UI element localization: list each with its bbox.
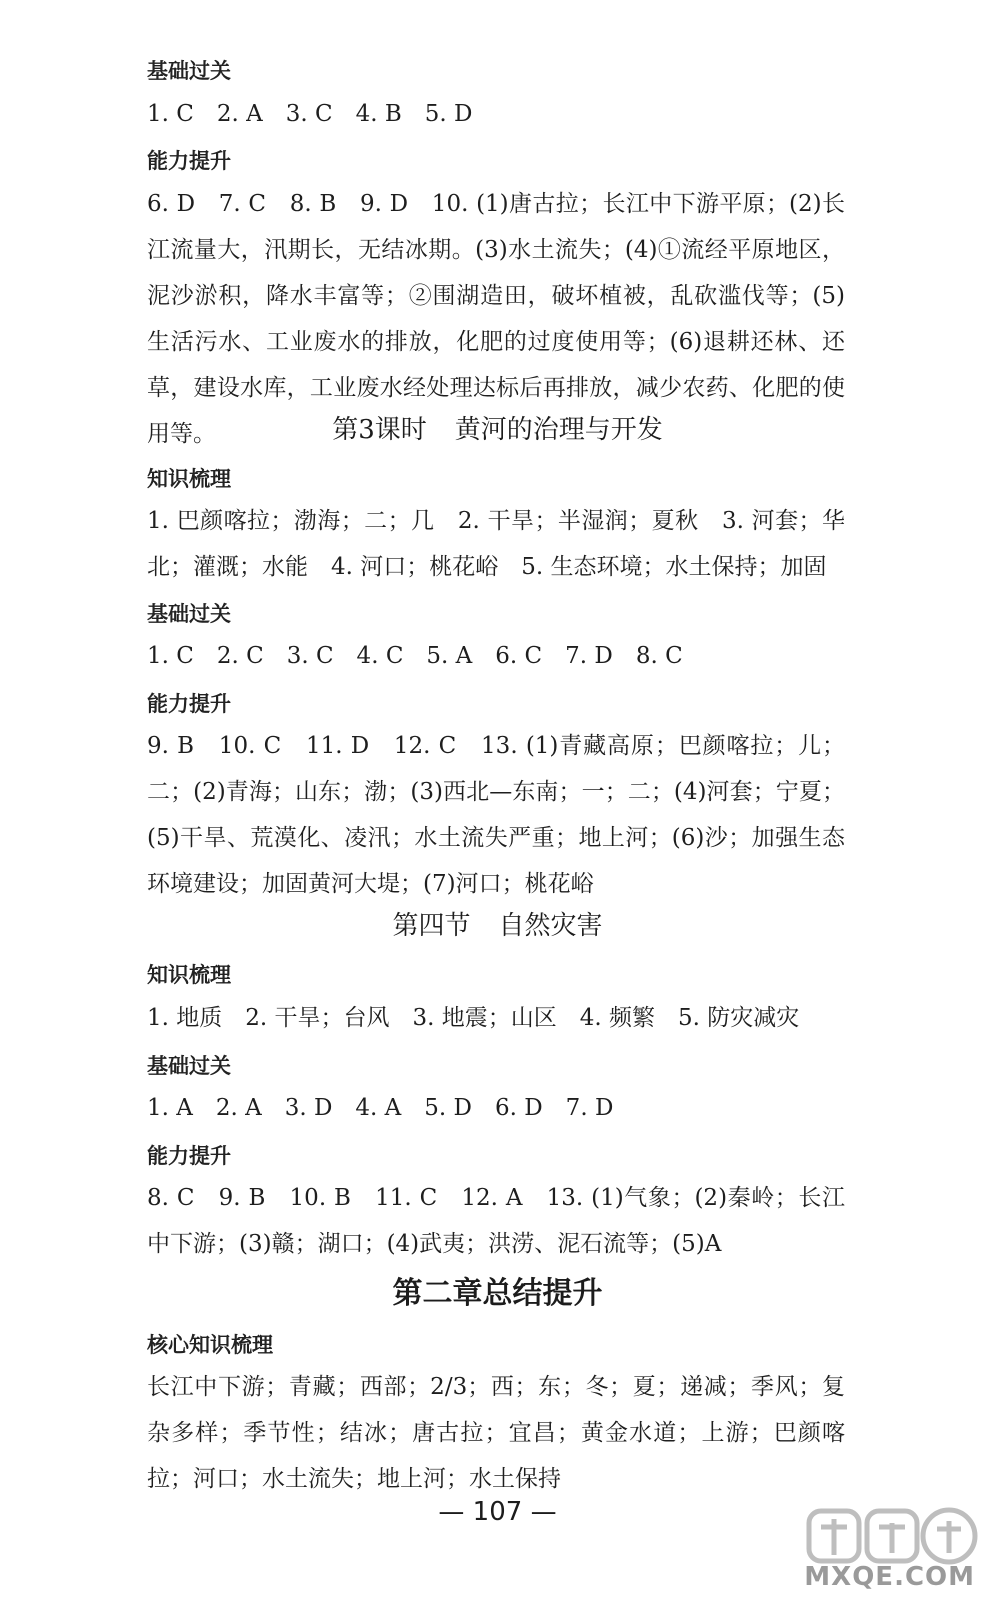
page-number: — 107 — (438, 1497, 557, 1527)
section-heading-ability: 能力提升 (147, 149, 231, 173)
answers-ability: 8. C 9. B 10. B 11. C 12. A 13. (1)气象；(2)秦岭；长江中下游；(3)赣；湖口；(4)武夷；洪涝、泥石流等；(5)A (147, 1185, 845, 1257)
section-heading-knowledge: 知识梳理 (147, 963, 231, 987)
section-number: 第四节 (392, 911, 471, 941)
section-heading-basic: 基础过关 (147, 1054, 231, 1078)
answers-basic: 1. A 2. A 3. D 4. A 5. D 6. D 7. D (147, 1095, 614, 1121)
section-heading-knowledge: 知识梳理 (147, 467, 231, 491)
section-heading-basic: 基础过关 (147, 602, 231, 626)
lesson-number: 第3课时 (332, 415, 427, 445)
lesson-title (0, 410, 995, 450)
answers-ability: 6. D 7. C 8. B 9. D 10. (1)唐古拉；长江中下游平原；(2)长江流量大，汛期长，无结冰期。(3)水土流失；(4)①流经平原地区，泥沙淤积，降水丰富等；②围湖造田，破坏植被，乱砍滥伐等；(5)生活污水、工业废水的排放，化肥的过度使用等；(6)退耕还林、还草，建设水库，工业废水经处理达标后再排放，减少农药、化肥的使用等。 (147, 191, 845, 447)
answers-knowledge: 1. 地质 2. 干旱；台风 3. 地震；山区 4. 频繁 5. 防灾减灾 (147, 1005, 800, 1031)
answers-basic: 1. C 2. A 3. C 4. B 5. D (147, 101, 473, 127)
answers-core: 长江中下游；青藏；西部；2/3；西；东；冬；夏；递减；季风；复杂多样；季节性；结冰；唐古拉；宜昌；黄金水道；上游；巴颜喀拉；河口；水土流失；地上河；水土保持 (147, 1374, 845, 1492)
answers-ability: 9. B 10. C 11. D 12. C 13. (1)青藏高原；巴颜喀拉；儿；二；(2)青海；山东；渤；(3)西北—东南；一；二；(4)河套；宁夏；(5)干旱、荒漠化、凌汛；水土流失严重；地上河；(6)沙；加强生态环境建设；加固黄河大堤；(7)河口；桃花峪 (147, 733, 845, 897)
answers-knowledge: 1. 巴颜喀拉；渤海；二；几 2. 干旱；半湿润；夏秋 3. 河套；华北；灌溉；水能 4. 河口；桃花峪 5. 生态环境；水土保持；加固 (147, 508, 845, 580)
section-name: 自然灾害 (498, 911, 603, 941)
section-heading-ability: 能力提升 (147, 692, 231, 716)
lesson-name: 黄河的治理与开发 (454, 415, 663, 445)
section-title (0, 906, 995, 946)
section-heading-ability: 能力提升 (147, 1144, 231, 1168)
watermark-text: MXQE.COM (804, 1562, 975, 1592)
section-heading-basic: 基础过关 (147, 59, 231, 83)
section-heading-core: 核心知识梳理 (147, 1333, 273, 1357)
chapter-summary-title: 第二章总结提升 (392, 1276, 603, 1311)
answers-basic: 1. C 2. C 3. C 4. C 5. A 6. C 7. D 8. C (147, 643, 683, 669)
